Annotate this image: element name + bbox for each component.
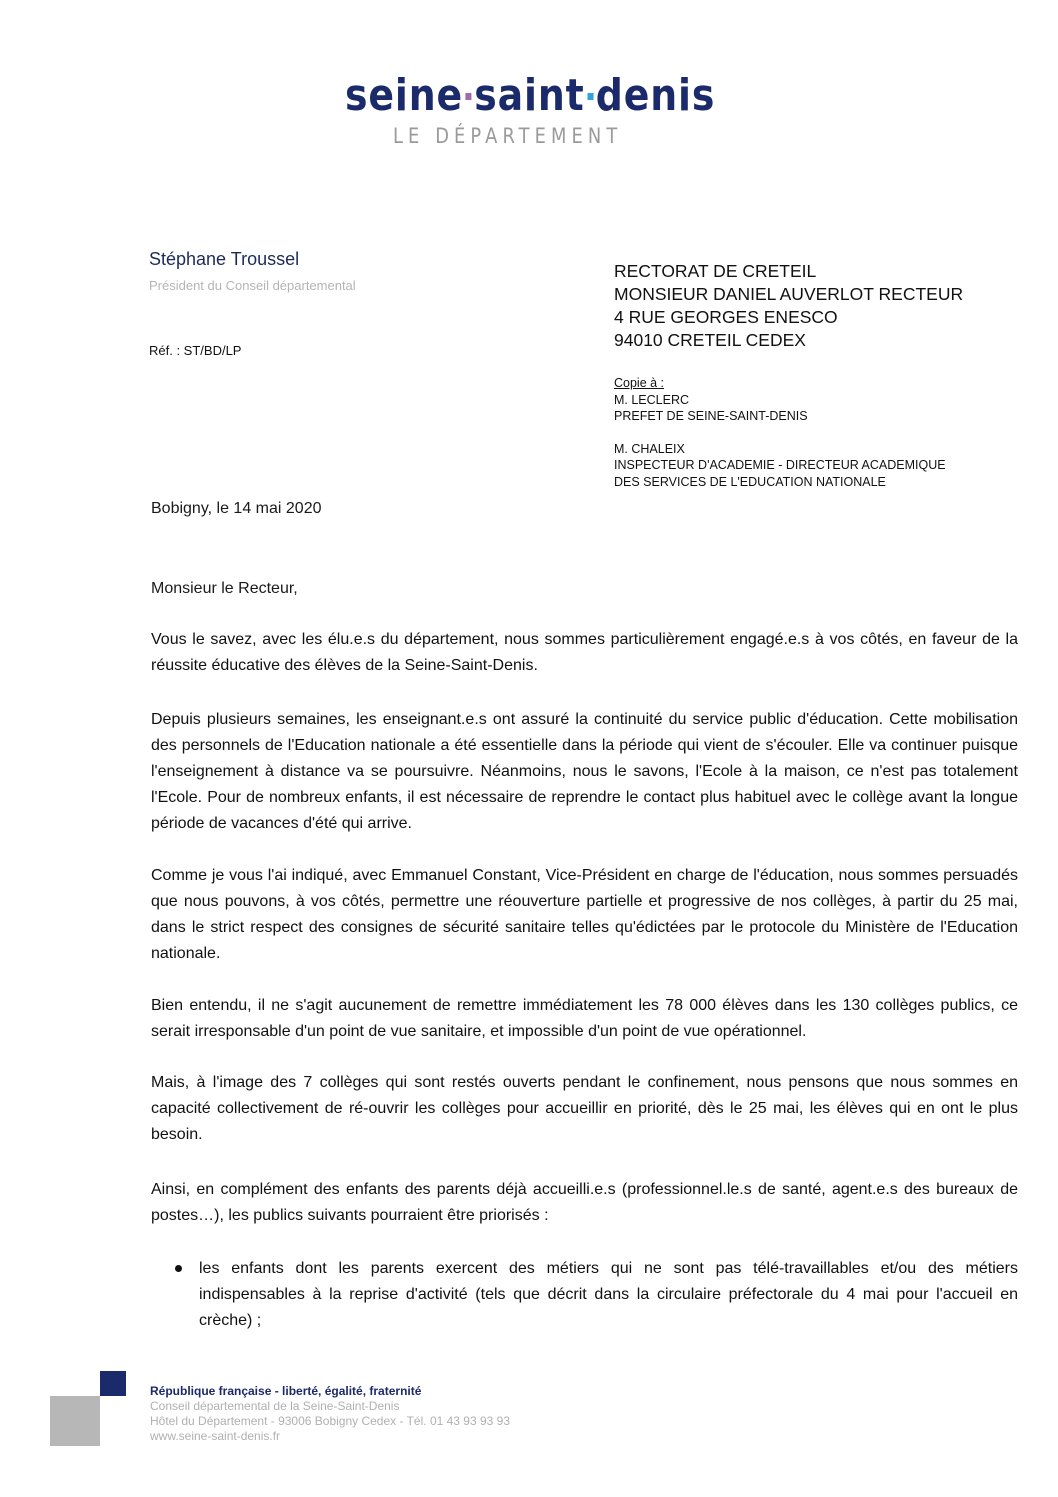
recipient-line: 4 RUE GEORGES ENESCO	[614, 307, 838, 327]
recipient-line: 94010 CRETEIL CEDEX	[614, 330, 806, 350]
footer-gray-square-icon	[50, 1396, 100, 1446]
paragraph: Comme je vous l'ai indiqué, avec Emmanuel Constant, Vice-Président en charge de l'éducation, nous sommes persuadés que nous pouvons, à vos côtés, permettre une réouverture partielle et progressive de nos collèges, à partir du 25 mai, dans le strict respect des consignes de sécurité sanitaire telles qu'édictées par le protocole du Ministère de l'Education nationale.	[151, 867, 1018, 962]
paragraph: Mais, à l'image des 7 collèges qui sont restés ouverts pendant le confinement, nous pensons que nous sommes en capacité collectivement de ré-ouvrir les collèges pour accueillir en priorité, dès le 25 mai, les élèves qui en ont le plus besoin.	[151, 1074, 1018, 1143]
footer-website-link[interactable]: www.seine-saint-denis.fr	[150, 1429, 281, 1443]
copy-list	[614, 375, 946, 490]
copy-recipient-title: PREFET DE SEINE-SAINT-DENIS	[614, 409, 808, 423]
logo-word-saint: saint	[474, 70, 585, 121]
list-item	[175, 1256, 1018, 1334]
copy-recipient-title: INSPECTEUR D'ACADEMIE - DIRECTEUR ACADEMIQUE	[614, 458, 946, 472]
bullet-icon	[175, 1265, 182, 1272]
footer-address: Hôtel du Département - 93006 Bobigny Cedex - Tél. 01 43 93 93 93	[150, 1414, 511, 1428]
recipient-line: MONSIEUR DANIEL AUVERLOT RECTEUR	[614, 284, 964, 304]
sender-title: Président du Conseil départemental	[149, 278, 356, 293]
paragraph: Depuis plusieurs semaines, les enseignant.e.s ont assuré la continuité du service public d'éducation. Cette mobilisation des personnels de l'Education nationale a été essentielle dans la période qui vient de s'écouler. Elle va continuer puisque l'enseignement à distance va se poursuivre. Néanmoins, nous le savons, l'Ecole à la maison, ce n'est pas totalement l'Ecole. Pour de nombreux enfants, il est nécessaire de reprendre le contact plus habituel avec le collège avant la longue période de vacances d'été qui arrive.	[151, 711, 1018, 832]
department-logo	[345, 70, 716, 148]
copy-recipient-name: M. LECLERC	[614, 392, 690, 407]
spacer	[614, 425, 946, 441]
copy-recipient-title: DES SERVICES DE L'EDUCATION NATIONALE	[614, 474, 886, 489]
logo-word-seine: seine	[345, 70, 464, 121]
logo-wordmark	[345, 72, 715, 120]
letter-date: Bobigny, le 14 mai 2020	[151, 500, 322, 517]
footer	[150, 1384, 510, 1444]
paragraph: Ainsi, en complément des enfants des parents déjà accueilli.e.s (professionnel.le.s de santé, agent.e.s des bureaux de postes…), les publics suivants pourraient être priorisés :	[151, 1181, 1018, 1224]
logo-blue-dash-icon	[587, 93, 593, 100]
copy-recipient-name: M. CHALEIX	[614, 441, 685, 456]
footer-motto: République française - liberté, égalité, fraternité	[150, 1384, 422, 1398]
paragraph: Vous le savez, avec les élu.e.s du département, nous sommes particulièrement engagé.e.s à vos côtés, en faveur de la réussite éducative des élèves de la Seine-Saint-Denis.	[151, 631, 1018, 674]
logo-subtitle: LE DÉPARTEMENT	[393, 124, 623, 148]
paragraph: Bien entendu, il ne s'agit aucunement de remettre immédiatement les 78 000 élèves dans les 130 collèges publics, ce serait irresponsable d'un point de vue sanitaire, et impossible d'un point de vue opérationnel.	[151, 997, 1018, 1040]
priority-list	[175, 1256, 1018, 1334]
list-item-text: les enfants dont les parents exercent des métiers qui ne sont pas télé-travaillables et/ou des métiers indispensables à la reprise d'activité (tels que décrit dans la circulaire préfectorale du 4 mai pour l'accueil en crèche) ;	[199, 1260, 1018, 1329]
copy-label: Copie à :	[614, 376, 665, 390]
recipient-address	[614, 260, 963, 352]
logo-purple-dash-icon	[466, 93, 472, 100]
logo-word-denis: denis	[595, 70, 716, 121]
salutation: Monsieur le Recteur,	[151, 580, 298, 597]
recipient-line: RECTORAT DE CRETEIL	[614, 261, 817, 281]
footer-organization: Conseil départemental de la Seine-Saint-Denis	[150, 1399, 400, 1413]
footer-navy-square-icon	[100, 1371, 126, 1396]
reference: Réf. : ST/BD/LP	[149, 343, 242, 358]
sender-name: Stéphane Troussel	[149, 249, 300, 269]
